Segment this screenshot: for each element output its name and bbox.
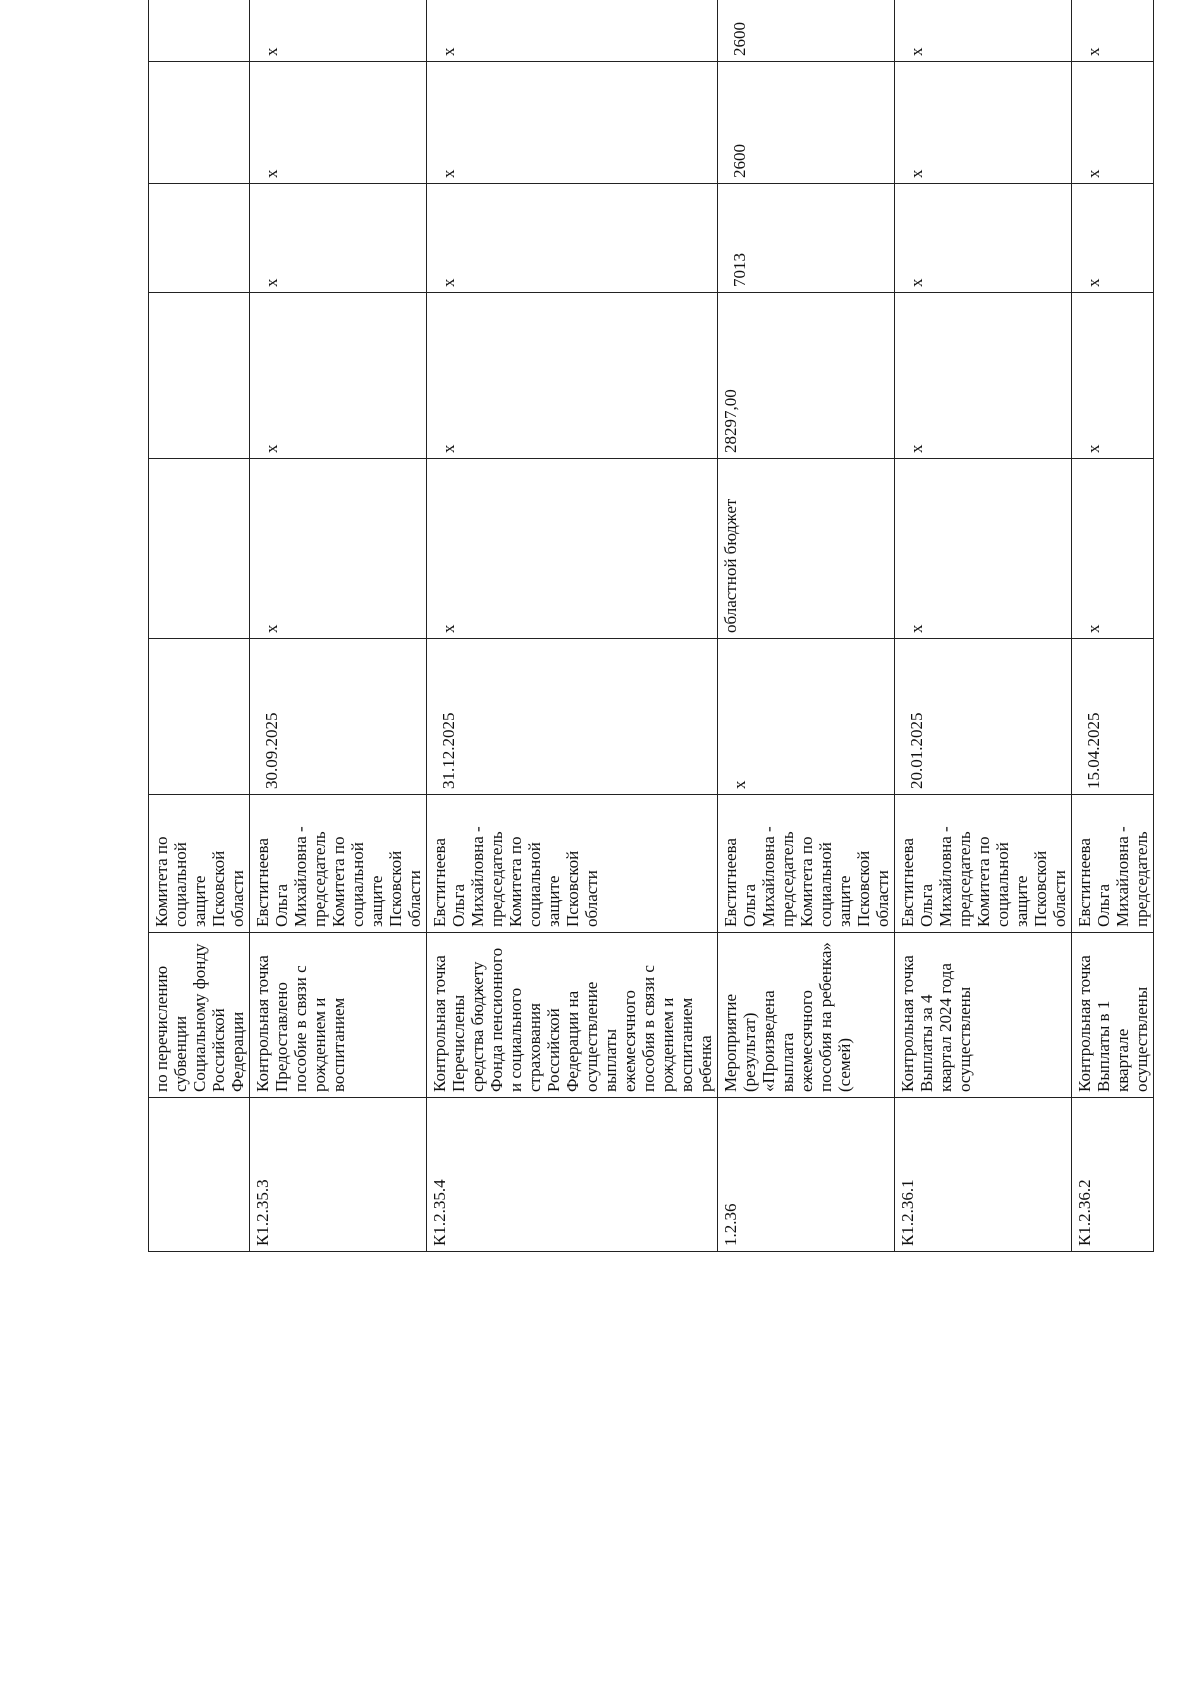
cell-date: x: [718, 639, 895, 795]
cell-2026: 2600: [718, 62, 895, 184]
cell-responsible: Евстигнеева Ольга Михайловна - председатель Комитета по социальной защите Псковской области: [250, 795, 427, 933]
table-row: [427, 0, 718, 1252]
cell-source: областной бюджет: [718, 459, 895, 639]
cell-source: x: [250, 459, 427, 639]
table-row: [250, 0, 427, 1252]
cell-num: К1.2.35.3: [250, 1098, 427, 1252]
cell-2025: x: [250, 184, 427, 293]
cell-2027: x: [427, 0, 718, 62]
cell-2026: x: [427, 62, 718, 184]
cell-name: Контрольная точка Выплаты за 4 квартал 2024 года осуществлены: [895, 933, 1072, 1098]
cell-2027: x: [1072, 0, 1154, 62]
cell-name: Контрольная точка Перечислены средства бюджету Фонда пенсионного и социального страхования Российской Федерации на осуществление выплаты ежемесячного пособия в связи с рождением и воспитанием ребенка: [427, 933, 718, 1098]
cell-num: К1.2.36.1: [895, 1098, 1072, 1252]
cell-2026: [149, 62, 250, 184]
cell-2027: 2600: [718, 0, 895, 62]
cell-source: x: [427, 459, 718, 639]
cell-total: [149, 293, 250, 459]
cell-date: 30.09.2025: [250, 639, 427, 795]
cell-total: x: [1072, 293, 1154, 459]
table-row: [149, 0, 250, 1252]
rotated-table-container: [148, 22, 1151, 1252]
cell-source: x: [1072, 459, 1154, 639]
cell-date: 31.12.2025: [427, 639, 718, 795]
cell-2027: x: [250, 0, 427, 62]
cell-date: 20.01.2025: [895, 639, 1072, 795]
cell-date: 15.04.2025: [1072, 639, 1154, 795]
cell-2026: x: [895, 62, 1072, 184]
cell-2025: x: [895, 184, 1072, 293]
cell-responsible: Евстигнеева Ольга Михайловна - председатель Комитета по социальной защите Псковской области: [427, 795, 718, 933]
cell-2027: x: [895, 0, 1072, 62]
rotated-page-frame: [148, 22, 1151, 1252]
cell-responsible: Комитета по социальной защите Псковской области: [149, 795, 250, 933]
cell-num: К1.2.36.2: [1072, 1098, 1154, 1252]
table-row: [1072, 0, 1154, 1252]
cell-2026: x: [250, 62, 427, 184]
cell-2025: [149, 184, 250, 293]
cell-num: [149, 1098, 250, 1252]
cell-source: x: [895, 459, 1072, 639]
cell-total: x: [250, 293, 427, 459]
measures-table: [148, 0, 1154, 1252]
cell-2025: x: [427, 184, 718, 293]
cell-date: [149, 639, 250, 795]
cell-name: Контрольная точка Предоставлено пособие в связи с рождением и воспитанием: [250, 933, 427, 1098]
cell-total: x: [427, 293, 718, 459]
cell-name: Контрольная точка Выплаты в 1 квартале осуществлены: [1072, 933, 1154, 1098]
cell-2027: [149, 0, 250, 62]
cell-source: [149, 459, 250, 639]
cell-name: по перечислению субвенции Социальному фонду Российской Федерации: [149, 933, 250, 1098]
cell-responsible: Евстигнеева Ольга Михайловна - председатель: [1072, 795, 1154, 933]
cell-responsible: Евстигнеева Ольга Михайловна - председатель Комитета по социальной защите Псковской области: [895, 795, 1072, 933]
cell-2025: x: [1072, 184, 1154, 293]
cell-total: x: [895, 293, 1072, 459]
table-row: [895, 0, 1072, 1252]
cell-num: К1.2.35.4: [427, 1098, 718, 1252]
cell-name: Мероприятие (результат) «Произведена выплата ежемесячного пособия на ребенка» (семей): [718, 933, 895, 1098]
cell-num: 1.2.36: [718, 1098, 895, 1252]
cell-total: 28297,00: [718, 293, 895, 459]
cell-2025: 7013: [718, 184, 895, 293]
cell-2026: x: [1072, 62, 1154, 184]
table-row: [718, 0, 895, 1252]
cell-responsible: Евстигнеева Ольга Михайловна - председатель Комитета по социальной защите Псковской области: [718, 795, 895, 933]
